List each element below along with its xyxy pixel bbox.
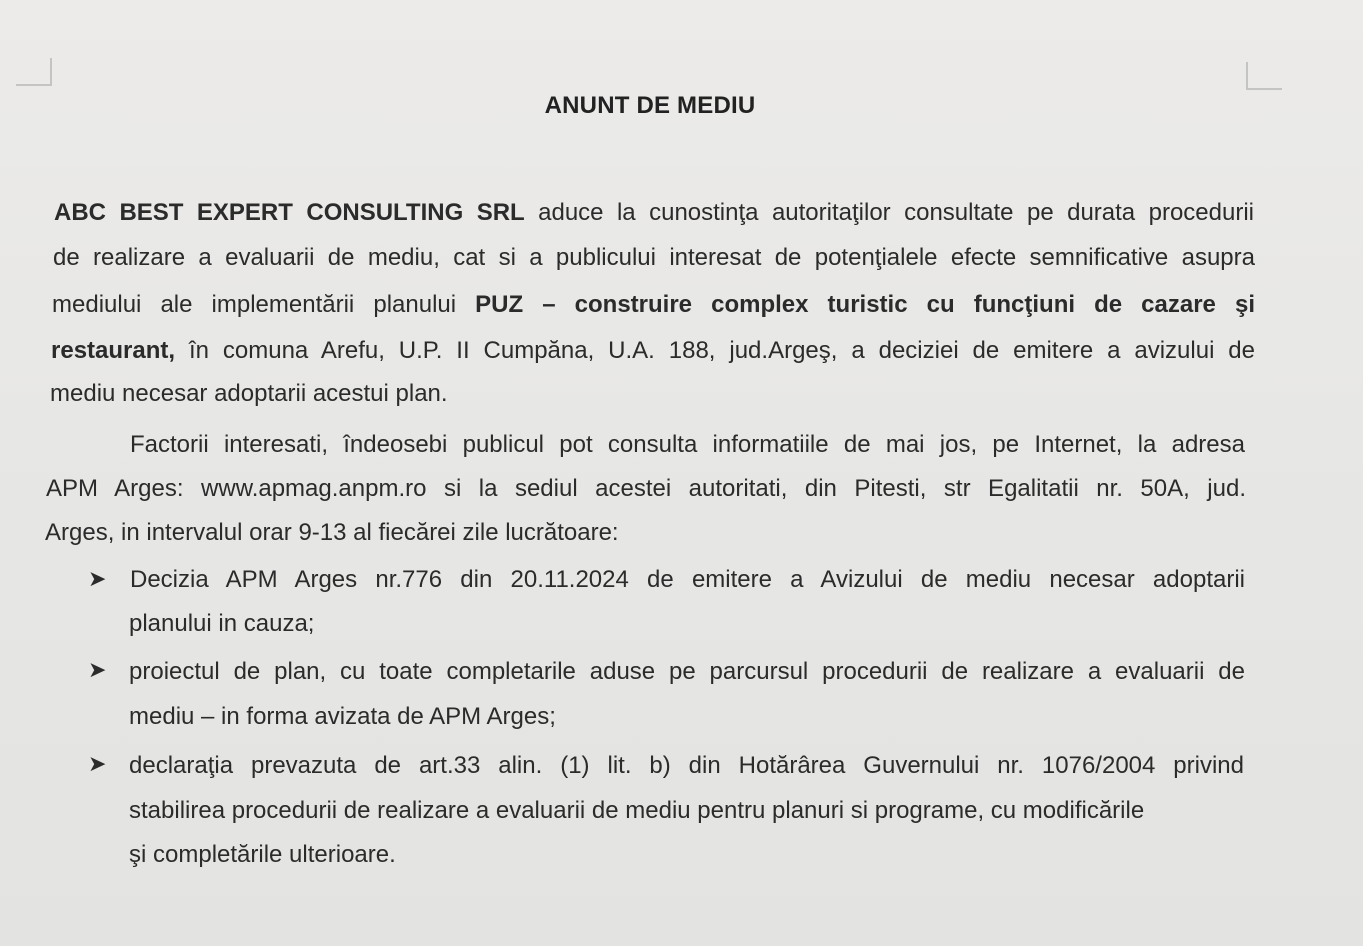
paragraph1-line3-start: mediului ale implementării planului	[52, 291, 476, 318]
bullet1-line2: planului in cauza;	[129, 610, 315, 637]
bullet-arrow-icon: ➤	[88, 566, 107, 591]
paragraph1-line1	[54, 198, 1254, 228]
corner-mark-left	[16, 58, 52, 86]
paragraph2-line3: Arges, in intervalul orar 9-13 al fiecărei zile lucrătoare:	[45, 519, 619, 546]
bullet-arrow-icon: ➤	[88, 657, 107, 682]
bullet2-line2: mediu – in forma avizata de APM Arges;	[129, 703, 556, 730]
bullet-arrow-icon: ➤	[88, 751, 107, 776]
paragraph2-line2: APM Arges: www.apmag.anpm.ro si la sediul acestei autoritati, din Pitesti, str Egalitatii nr. 50A, jud.	[46, 475, 1246, 502]
bullet3-line2: stabilirea procedurii de realizare a evaluarii de mediu pentru planuri si programe, cu modificările	[129, 797, 1145, 824]
bullet2-line1: proiectul de plan, cu toate completarile aduse pe parcursul procedurii de realizare a evaluarii de	[129, 658, 1245, 685]
plan-name-end: restaurant,	[51, 337, 176, 364]
paragraph1-line3	[52, 290, 1255, 320]
paragraph2-line1: Factorii interesati, îndeosebi publicul pot consulta informatiile de mai jos, pe Internet, la adresa	[130, 431, 1245, 458]
plan-name: PUZ – construire complex turistic cu funcţiuni de cazare şi	[475, 291, 1255, 318]
paragraph1-line5: mediu necesar adoptarii acestui plan.	[50, 380, 448, 407]
corner-mark-right	[1246, 62, 1282, 90]
paragraph1-line2: de realizare a evaluarii de mediu, cat si a publicului interesat de potenţialele efecte semnificative asupra	[53, 244, 1255, 271]
bullet3-line3: şi completările ulterioare.	[129, 841, 396, 868]
paragraph1-line1-text: aduce la cunostinţa autoritaţilor consultate pe durata procedurii	[524, 199, 1254, 226]
paragraph1-line4-text: în comuna Arefu, U.P. II Cumpăna, U.A. 188, jud.Argeş, a deciziei de emitere a avizului de	[175, 337, 1255, 364]
document-title: ANUNT DE MEDIU	[544, 92, 756, 119]
company-name: ABC BEST EXPERT CONSULTING SRL	[54, 199, 525, 226]
bullet3-line1: declaraţia prevazuta de art.33 alin. (1) lit. b) din Hotărârea Guvernului nr. 1076/2004 privind	[129, 752, 1244, 779]
bullet1-line1: Decizia APM Arges nr.776 din 20.11.2024 de emitere a Avizului de mediu necesar adoptarii	[130, 566, 1245, 593]
paragraph1-line4	[51, 336, 1255, 366]
